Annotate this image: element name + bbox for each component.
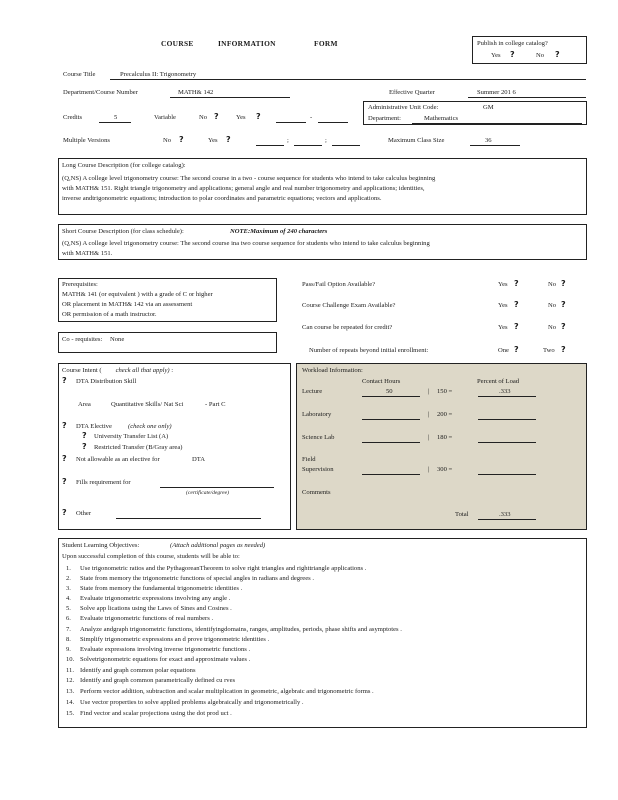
variable-no-label: No [199, 114, 208, 121]
transfer-list-checkbox[interactable]: ? [82, 431, 87, 440]
science-lab-divisor: 180 = [437, 434, 453, 441]
challenge-no-label: No [548, 302, 557, 309]
workload-title: Workload Information: [302, 367, 363, 374]
multiple-version-line-1[interactable] [256, 145, 284, 146]
percent-load-header: Percent of Load [477, 378, 520, 385]
area-part: - Part C [205, 401, 226, 408]
repeat-no-label: No [548, 324, 557, 331]
repeat-no-checkbox[interactable]: ? [561, 322, 566, 331]
effective-quarter-line [468, 97, 586, 98]
objective-item: 14. Use vector properties to solve applied problems algebraically and trigonometrically . [66, 699, 304, 706]
multiple-no-checkbox[interactable]: ? [179, 135, 184, 144]
dept-course-number-value[interactable]: MATH& 142 [178, 89, 214, 96]
dta-elective-checkbox[interactable]: ? [62, 421, 67, 430]
multiple-yes-checkbox[interactable]: ? [226, 135, 231, 144]
prerequisites-label: Prerequisites: [62, 281, 98, 288]
max-class-size-line [470, 145, 520, 146]
lecture-label: Lecture [302, 388, 323, 395]
max-class-size-label: Maximum Class Size [388, 137, 445, 144]
variable-yes-checkbox[interactable]: ? [256, 112, 261, 121]
supervision-label: Supervision [302, 466, 334, 473]
objective-item: 3. State from memory the fundamental trigonometric identities . [66, 585, 243, 592]
area-label: Area [78, 401, 91, 408]
comments-label: Comments [302, 489, 331, 496]
repeat-two-label: Two [543, 347, 555, 354]
variable-max-line[interactable] [318, 122, 348, 123]
learning-objectives-note: (Attach additional pages as needed) [170, 542, 266, 549]
fills-requirement-line[interactable] [160, 487, 274, 488]
variable-dash: - [310, 114, 313, 121]
publish-no-checkbox[interactable]: ? [555, 50, 560, 59]
long-description-line-1: (Q,NS) A college level trigonometry course: The second course in a two - course sequence for students who intend to take calculus beginning [62, 175, 436, 182]
laboratory-hours-line[interactable] [362, 419, 420, 420]
challenge-exam-label: Course Challenge Exam Available? [302, 302, 396, 309]
not-allowable-checkbox[interactable]: ? [62, 454, 67, 463]
field-bar: | [428, 466, 430, 473]
total-line [478, 519, 536, 520]
form-title-course: COURSE [161, 39, 194, 48]
field-label: Field [302, 456, 316, 463]
effective-quarter-label: Effective Quarter [389, 89, 435, 96]
multiple-versions-label: Multiple Versions [63, 137, 110, 144]
corequisites-value: None [110, 336, 125, 343]
repeat-one-checkbox[interactable]: ? [514, 345, 519, 354]
long-description-label: Long Course Description (for college catalog): [62, 162, 186, 169]
lecture-divisor: 150 = [437, 388, 453, 395]
dta-elective-label: DTA Elective [76, 423, 112, 430]
long-description-line-3: inverse andtrigonometric equations; introduction to polar coordinates and parametric equations; vectors and applications. [62, 195, 382, 202]
multiple-no-label: No [163, 137, 172, 144]
publish-yes-label: Yes [491, 52, 501, 59]
objective-item: 9. Evaluate expressions involving inverse trigonometric functions . [66, 646, 251, 653]
field-hours-line[interactable] [362, 474, 420, 475]
objective-item: 6. Evaluate trigonometric functions of real numbers . [66, 615, 214, 622]
prerequisites-line-1: MATH& 141 (or equivalent ) with a grade of C or higher [62, 291, 213, 298]
publish-label: Publish in college catalog? [477, 40, 548, 47]
science-lab-hours-line[interactable] [362, 442, 420, 443]
multiple-yes-label: Yes [208, 137, 218, 144]
learning-objectives-intro: Upon successful completion of this course, students will be able to: [62, 553, 240, 560]
objective-item: 1. Use trigonometric ratios and the PythagoreanTheorem to solve right triangles and righttriangle applications . [66, 565, 367, 572]
restricted-transfer-label: Restricted Transfer (B/Gray area) [94, 444, 183, 451]
repeat-credit-label: Can course be repeated for credit? [302, 324, 393, 331]
dept-course-number-label: Department/Course Number [63, 89, 138, 96]
fills-requirement-checkbox[interactable]: ? [62, 477, 67, 486]
total-label: Total [455, 511, 469, 518]
variable-min-line[interactable] [276, 122, 306, 123]
objective-item: 10. Solvetrigonometric equations for exact and approximate values . [66, 656, 251, 663]
objective-item: 11. Identify and graph common polar equations [66, 667, 196, 674]
admin-unit-label: Administrative Unit Code: [368, 104, 439, 111]
objective-item: 12. Identify and graph common parametrically defined cu rves [66, 677, 236, 684]
repeat-yes-checkbox[interactable]: ? [514, 322, 519, 331]
prerequisites-line-3: OR permission of a math instructor. [62, 311, 157, 318]
repeat-yes-label: Yes [498, 324, 508, 331]
course-title-value[interactable]: Precalculus II: Trigonometry [120, 71, 197, 78]
short-description-line-2: with MATH& 151. [62, 250, 113, 257]
course-title-line [110, 79, 586, 80]
pass-fail-label: Pass/Fail Option Available? [302, 281, 376, 288]
repeat-two-checkbox[interactable]: ? [561, 345, 566, 354]
cert-degree-caption: (certificate/degree) [186, 490, 229, 496]
contact-hours-header: Contact Hours [362, 378, 401, 385]
lecture-pct-line [478, 396, 536, 397]
pass-fail-no-label: No [548, 281, 557, 288]
objective-item: 15. Find vector and scalar projections using the dot prod uct . [66, 710, 232, 717]
transfer-list-label: University Transfer List (A) [94, 433, 169, 440]
multiple-sep-2: ; [325, 137, 327, 144]
science-lab-pct-line[interactable] [478, 442, 536, 443]
course-title-label: Course Title [63, 71, 96, 78]
pass-fail-no-checkbox[interactable]: ? [561, 279, 566, 288]
other-label: Other [76, 510, 92, 517]
long-description-line-2: with MATH& 151. Right triangle trigonometry and applications; general angle and real number trigonometry and applications; identities, [62, 185, 425, 192]
course-intent-label: Course Intent ( check all that apply) : [62, 367, 174, 374]
fills-requirement-label: Fills requirement for [76, 479, 131, 486]
multiple-version-line-2[interactable] [294, 145, 322, 146]
multiple-sep-1: ; [287, 137, 289, 144]
publish-yes-checkbox[interactable]: ? [510, 50, 515, 59]
dept-course-number-line [170, 97, 290, 98]
total-value[interactable]: .333 [499, 511, 511, 518]
science-lab-bar: | [428, 434, 430, 441]
corequisites-label: Co - requisites: [62, 336, 103, 343]
challenge-yes-label: Yes [498, 302, 508, 309]
field-divisor: 300 = [437, 466, 453, 473]
learning-objectives-label: Student Learning Objectives: [62, 542, 140, 549]
other-checkbox[interactable]: ? [62, 508, 67, 517]
repeat-count-label: Number of repeats beyond initial enrollment: [309, 347, 429, 354]
dta-distribution-label: DTA Distribution Skill [76, 378, 137, 385]
credits-label: Credits [63, 114, 83, 121]
dta-elective-note: (check one only) [128, 423, 172, 430]
form-title-form: FORM [314, 39, 338, 48]
science-lab-label: Science Lab [302, 434, 335, 441]
short-description-line-1: (Q,NS) A college level trigonometry course: The second course ina two course sequence for students who intend to take calculus beginning [62, 240, 430, 247]
publish-no-label: No [536, 52, 545, 59]
lecture-hours-line [362, 396, 420, 397]
field-pct-line[interactable] [478, 474, 536, 475]
objective-item: 13. Perform vector addition, subtraction and scalar multiplication in geometric, algebraic and trigonometric forms . [66, 688, 374, 695]
other-line[interactable] [116, 518, 261, 519]
area-value[interactable]: Quantitative Skills/ Nat Sci [111, 401, 184, 408]
objective-item: 2. State from memory the trigonometric functions of special angles in radians and degrees . [66, 575, 315, 582]
multiple-version-line-3[interactable] [332, 145, 360, 146]
dta-distribution-checkbox[interactable]: ? [62, 376, 67, 385]
laboratory-pct-line[interactable] [478, 419, 536, 420]
challenge-yes-checkbox[interactable]: ? [514, 300, 519, 309]
form-title-information: INFORMATION [218, 39, 276, 48]
admin-unit-value[interactable]: GM [483, 104, 494, 111]
objective-item: 5. Solve app lications using the Laws of Sines and Cosines . [66, 605, 232, 612]
not-allowable-label: Not allowable as an elective for [76, 456, 160, 463]
objective-item: 7. Analyze andgraph trigonometric functions, identifyingdomains, ranges, amplitudes, periods, phase shifts and asymptotes . [66, 626, 402, 633]
variable-yes-label: Yes [236, 114, 246, 121]
admin-dept-value[interactable]: Mathematics [424, 115, 459, 122]
short-description-label: Short Course Description (for class schedule): [62, 228, 184, 235]
laboratory-label: Laboratory [302, 411, 332, 418]
variable-label: Variable [154, 114, 176, 121]
restricted-transfer-checkbox[interactable]: ? [82, 442, 87, 451]
laboratory-divisor: 200 = [437, 411, 453, 418]
credits-value[interactable]: 5 [114, 114, 118, 121]
effective-quarter-value[interactable]: Summer 201 6 [477, 89, 516, 96]
short-description-note: NOTE:Maximum of 240 characters [230, 228, 328, 235]
lecture-hours[interactable]: 50 [386, 388, 393, 395]
objective-item: 4. Evaluate trigonometric expressions involving any angle . [66, 595, 231, 602]
admin-dept-label: Department: [368, 115, 401, 122]
prerequisites-line-2: OR placement in MATH& 142 via an assessment [62, 301, 193, 308]
credits-line [99, 122, 131, 123]
variable-no-checkbox[interactable]: ? [214, 112, 219, 121]
pass-fail-yes-label: Yes [498, 281, 508, 288]
admin-dept-line [412, 123, 582, 124]
not-allowable-dta: DTA [192, 456, 206, 463]
pass-fail-yes-checkbox[interactable]: ? [514, 279, 519, 288]
lecture-pct[interactable]: .333 [499, 388, 511, 395]
max-class-size-value[interactable]: 36 [485, 137, 492, 144]
objective-item: 8. Simplify trigonometric expressions an d prove trigonometric identities . [66, 636, 270, 643]
repeat-one-label: One [498, 347, 509, 354]
lecture-bar: | [428, 388, 430, 395]
laboratory-bar: | [428, 411, 430, 418]
challenge-no-checkbox[interactable]: ? [561, 300, 566, 309]
